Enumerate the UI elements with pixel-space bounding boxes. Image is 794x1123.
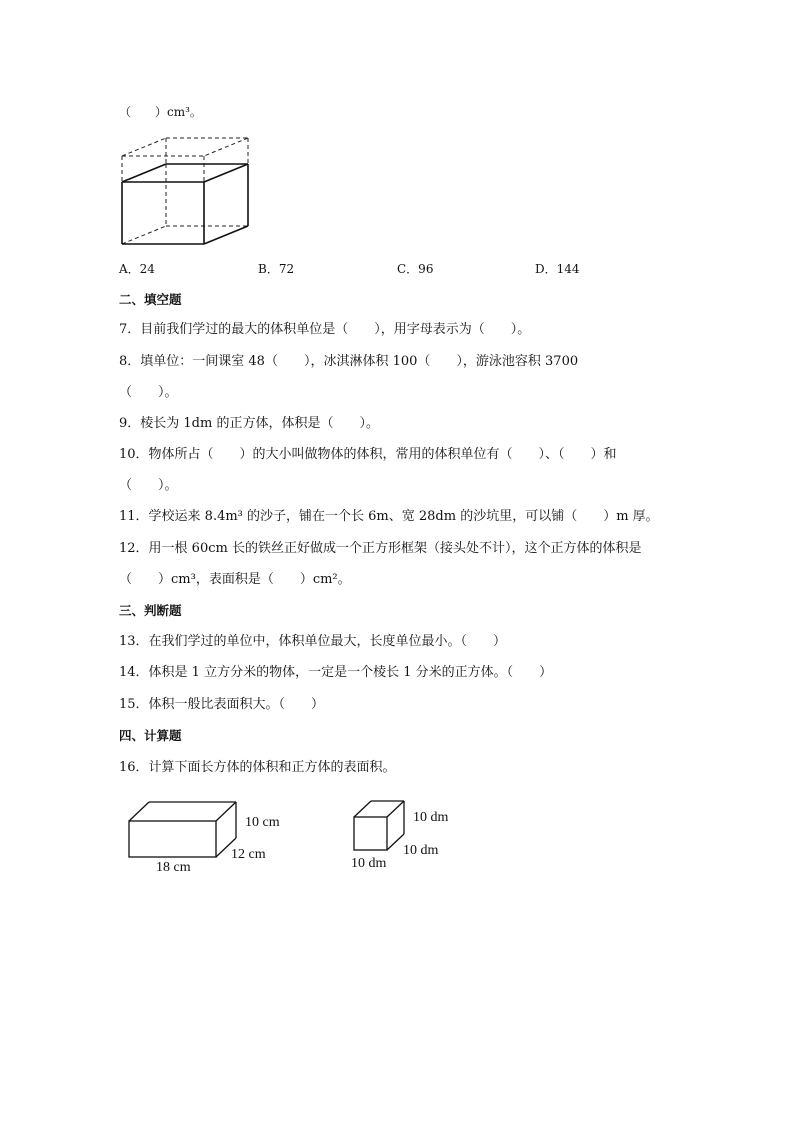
question-15: 15．体积一般比表面积大。（ ）	[119, 697, 325, 712]
question-14: 14．体积是 1 立方分米的物体，一定是一个棱长 1 分米的正方体。（ ）	[119, 665, 553, 680]
q6-option-a: A．24	[119, 262, 155, 276]
question-8-line2: （ ）。	[119, 385, 178, 400]
question-13: 13．在我们学过的单位中，体积单位最大，长度单位最小。（ ）	[119, 634, 507, 649]
question-12-line1: 12．用一根 60cm 长的铁丝正好做成一个正方形框架（接头处不计），这个正方体的体积是	[119, 541, 642, 556]
section2-title: 二、填空题	[119, 292, 182, 307]
q6-box-figure	[118, 134, 253, 246]
question-10-line2: （ ）。	[119, 478, 178, 493]
cuboid-length-label: 18 cm	[156, 860, 191, 875]
question-10-line1: 10．物体所占（ ）的大小叫做物体的体积，常用的体积单位有（ ）、（ ）和	[119, 447, 617, 462]
q6-option-d: D．144	[535, 262, 580, 276]
cube-length-label: 10 dm	[351, 856, 387, 871]
cuboid-width-label: 12 cm	[231, 847, 266, 862]
cube-height-label: 10 dm	[413, 810, 449, 825]
cuboid-height-label: 10 cm	[245, 815, 280, 830]
q6-answer-line: （ ）cm³。	[119, 105, 202, 119]
cube-width-label: 10 dm	[403, 843, 439, 858]
cube-figure	[345, 796, 455, 876]
question-9: 9．棱长为 1dm 的正方体，体积是（ ）。	[119, 416, 379, 431]
section3-title: 三、判断题	[119, 603, 182, 618]
question-12-line2: （ ）cm³，表面积是（ ）cm²。	[119, 572, 351, 587]
q6-option-c: C．96	[397, 262, 434, 276]
question-7: 7．目前我们学过的最大的体积单位是（ ），用字母表示为（ ）。	[119, 322, 531, 337]
section4-title: 四、计算题	[119, 728, 182, 743]
question-8-line1: 8．填单位：一间课室 48（ ），冰淇淋体积 100（ ），游泳池容积 3700	[119, 354, 579, 369]
cuboid-figure	[120, 796, 300, 880]
question-16: 16．计算下面长方体的体积和正方体的表面积。	[119, 760, 396, 775]
q6-option-b: B．72	[258, 262, 295, 276]
question-11: 11．学校运来 8.4m³ 的沙子，铺在一个长 6m、宽 28dm 的沙坑里，可以铺（ ）m 厚。	[119, 509, 659, 524]
